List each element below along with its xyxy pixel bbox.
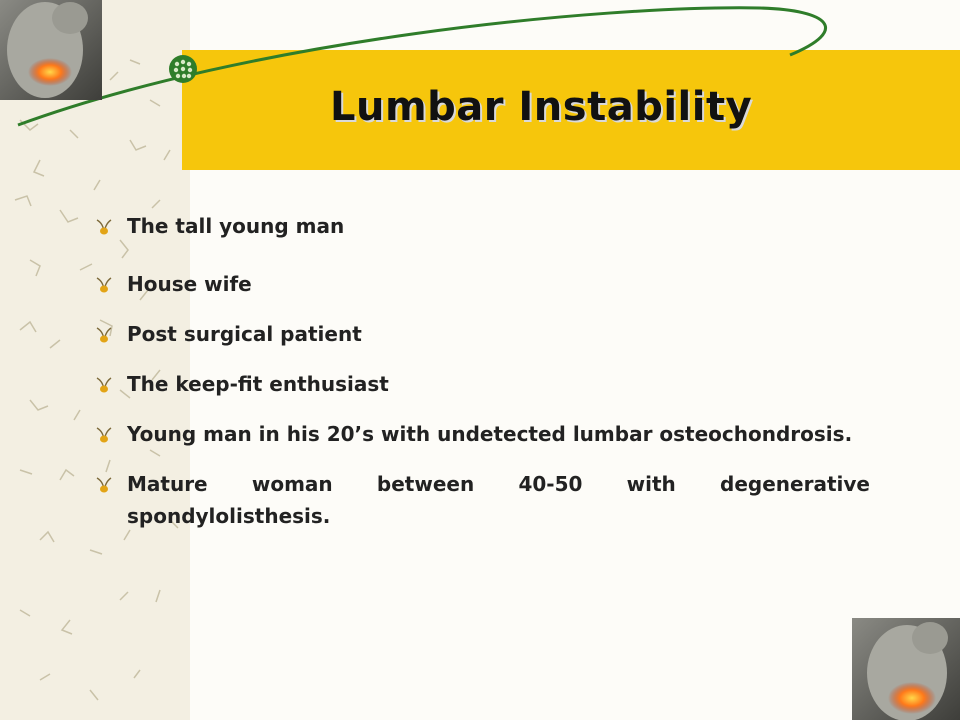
back-pain-photo <box>0 0 102 100</box>
bullet-text: Mature woman between 40-50 with degenerative spondylolisthesis. <box>127 472 870 528</box>
list-item <box>95 268 870 300</box>
bullet-text: House wife <box>127 272 252 296</box>
leaf-bullet-icon <box>95 426 113 444</box>
bullet-text: Young man in his 20’s with undetected lumbar osteochondrosis. <box>127 422 853 446</box>
bullet-text: The tall young man <box>127 214 345 238</box>
slide-title: Lumbar Instability <box>330 84 753 130</box>
list-item <box>95 210 870 250</box>
bullet-text: Post surgical patient <box>127 322 362 346</box>
bullet-list <box>95 210 870 532</box>
leaf-bullet-icon <box>95 376 113 394</box>
list-item <box>95 468 870 532</box>
leaf-bullet-icon <box>95 476 113 494</box>
bullet-text: The keep-fit enthusiast <box>127 372 389 396</box>
list-item <box>95 368 870 400</box>
leaf-bullet-icon <box>95 326 113 344</box>
list-item <box>95 318 870 350</box>
green-dotted-circle-icon <box>169 55 197 83</box>
list-item <box>95 418 870 450</box>
back-pain-photo-2 <box>852 618 960 720</box>
leaf-bullet-icon <box>95 218 113 236</box>
leaf-bullet-icon <box>95 276 113 294</box>
